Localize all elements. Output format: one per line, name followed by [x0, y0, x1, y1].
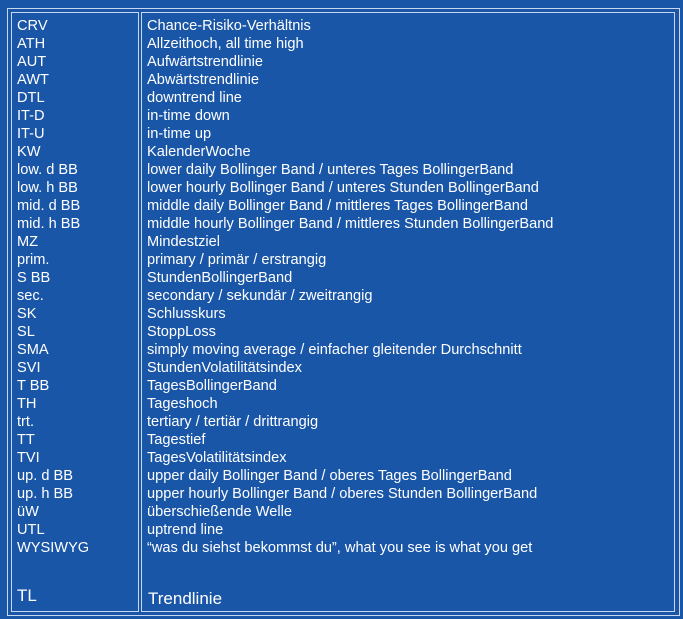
glossary-abbreviation: AUT: [17, 54, 47, 70]
glossary-abbreviation: prim.: [17, 252, 50, 268]
glossary-definition: lower daily Bollinger Band / unteres Tages BollingerBand: [147, 162, 514, 178]
glossary-definition: TagesBollingerBand: [147, 378, 277, 394]
glossary-definition: Aufwärtstrendlinie: [147, 54, 263, 70]
glossary-definition: lower hourly Bollinger Band / unteres Stunden BollingerBand: [147, 180, 539, 196]
glossary-abbreviation: TVI: [17, 450, 40, 466]
glossary-definition: TagesVolatilitätsindex: [147, 450, 287, 466]
glossary-abbreviation: MZ: [17, 234, 39, 250]
glossary-definition: uptrend line: [147, 522, 224, 538]
glossary-abbreviation: mid. h BB: [17, 216, 81, 232]
glossary-definition: StundenVolatilitätsindex: [147, 360, 302, 376]
glossary-definition-last: Trendlinie: [148, 589, 223, 608]
glossary-abbreviation: SL: [17, 324, 35, 340]
glossary-abbreviation: KW: [17, 144, 41, 160]
glossary-definition: Chance-Risiko-Verhältnis: [147, 18, 311, 34]
glossary-abbreviation: SVI: [17, 360, 41, 376]
definition-column: [141, 12, 675, 612]
glossary-definition: downtrend line: [147, 90, 242, 106]
glossary-abbreviation: DTL: [17, 90, 45, 106]
glossary-abbreviation: trt.: [17, 414, 35, 430]
glossary-definition: KalenderWoche: [147, 144, 251, 160]
glossary-table: [7, 8, 680, 616]
glossary-definition: in-time down: [147, 108, 230, 124]
glossary-abbreviation: ATH: [17, 36, 46, 52]
glossary-abbreviation: SMA: [17, 342, 49, 358]
glossary-abbreviation: WYSIWYG: [17, 540, 90, 556]
glossary-definition: Mindestziel: [147, 234, 220, 250]
glossary-abbreviation: IT-U: [17, 126, 45, 142]
glossary-definition: secondary / sekundär / zweitrangig: [147, 288, 373, 304]
glossary-definition: middle daily Bollinger Band / mittleres Tages BollingerBand: [147, 198, 528, 214]
glossary-definition: Allzeithoch, all time high: [147, 36, 304, 52]
abbreviation-column: [11, 12, 139, 612]
glossary-abbreviation: TH: [17, 396, 37, 412]
glossary-abbreviation: up. d BB: [17, 468, 73, 484]
glossary-abbreviation: low. d BB: [17, 162, 78, 178]
glossary-definition: StoppLoss: [147, 324, 216, 340]
glossary-abbreviation: low. h BB: [17, 180, 78, 196]
glossary-abbreviation-last: TL: [17, 586, 37, 605]
glossary-definition: tertiary / tertiär / drittrangig: [147, 414, 319, 430]
glossary-definition: primary / primär / erstrangig: [147, 252, 327, 268]
glossary-abbreviation: S BB: [17, 270, 51, 286]
glossary-definition: “was du siehst bekommst du”, what you see is what you get: [147, 540, 533, 556]
glossary-abbreviation: T BB: [17, 378, 50, 394]
glossary-definition: Tagestief: [147, 432, 206, 448]
glossary-abbreviation: TT: [17, 432, 35, 448]
glossary-abbreviation: CRV: [17, 18, 48, 34]
glossary-abbreviation: mid. d BB: [17, 198, 81, 214]
glossary-definition: StundenBollingerBand: [147, 270, 293, 286]
glossary-definition: Abwärtstrendlinie: [147, 72, 259, 88]
glossary-definition: upper daily Bollinger Band / oberes Tages BollingerBand: [147, 468, 512, 484]
glossary-definition: upper hourly Bollinger Band / oberes Stunden BollingerBand: [147, 486, 538, 502]
glossary-abbreviation: IT-D: [17, 108, 45, 124]
glossary-definition: middle hourly Bollinger Band / mittleres Stunden BollingerBand: [147, 216, 554, 232]
glossary-abbreviation: up. h BB: [17, 486, 73, 502]
glossary-abbreviation: SK: [17, 306, 37, 322]
glossary-abbreviation: AWT: [17, 72, 49, 88]
glossary-abbreviation: üW: [17, 504, 39, 520]
glossary-definition: simply moving average / einfacher gleitender Durchschnitt: [147, 342, 522, 358]
glossary-abbreviation: sec.: [17, 288, 44, 304]
glossary-definition: Schlusskurs: [147, 306, 226, 322]
glossary-definition: in-time up: [147, 126, 212, 142]
glossary-definition: Tageshoch: [147, 396, 218, 412]
glossary-abbreviation: UTL: [17, 522, 45, 538]
glossary-definition: überschießende Welle: [147, 504, 292, 520]
